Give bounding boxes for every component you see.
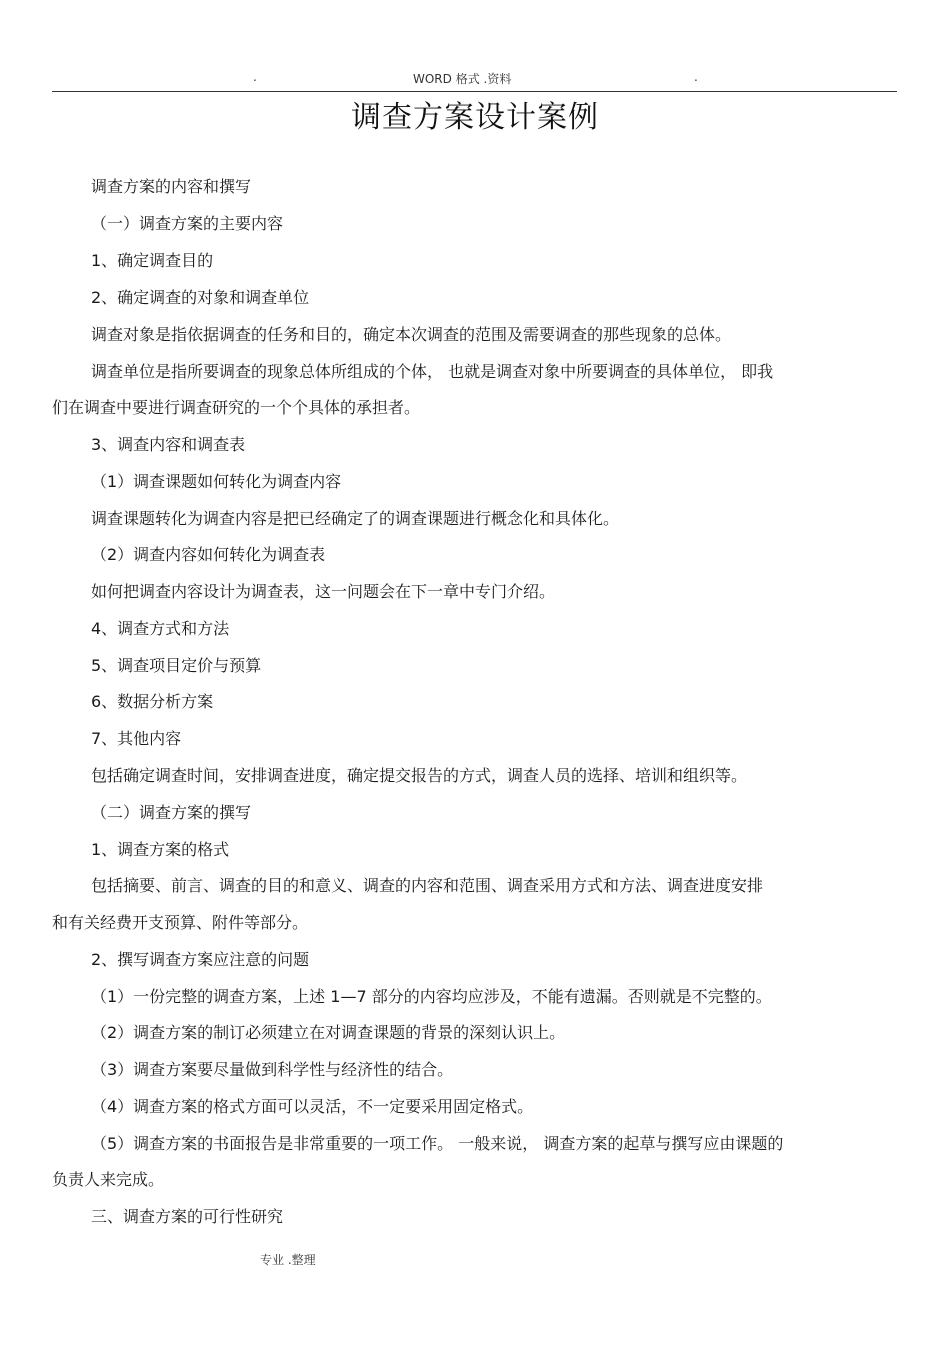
text-line: 三、调查方案的可行性研究 [91,1207,284,1226]
text-line: （二）调查方案的撰写 [91,803,252,822]
text-line: 2、确定调查的对象和调查单位 [91,288,310,307]
text-line: 调查课题转化为调查内容是把已经确定了的调查课题进行概念化和具体化。 [91,509,620,528]
page-footer: 专业 .整理 [260,1253,316,1267]
text-line: （1）一份完整的调查方案，上述 1—7 部分的内容均应涉及，不能有遗漏。否则就是不完整的。 [91,987,772,1006]
text-line: 3、调查内容和调查表 [91,435,246,454]
text-line: 们在调查中要进行调查研究的一个个具体的承担者。 [52,398,421,417]
text-line: 负责人来完成。 [52,1170,165,1189]
text-line: 调查方案的内容和撰写 [91,177,252,196]
text-line: （3）调查方案要尽量做到科学性与经济性的结合。 [91,1060,454,1079]
text-line: （2）调查内容如何转化为调查表 [91,545,326,564]
text-line: 如何把调查内容设计为调查表，这一问题会在下一章中专门介绍。 [91,582,556,601]
text-line: 7、其他内容 [91,729,182,748]
text-line: （5）调查方案的书面报告是非常重要的一项工作。 一般来说， 调查方案的起草与撰写应由课题的 [91,1134,784,1153]
text-line: 1、确定调查目的 [91,251,214,270]
text-line: 包括摘要、前言、调查的目的和意义、调查的内容和范围、调查采用方式和方法、调查进度安排 [91,876,764,895]
page-title: 调查方案设计案例 [351,100,599,135]
text-line: 调查单位是指所要调查的现象总体所组成的个体， 也就是调查对象中所要调查的具体单位， 即我 [91,362,774,381]
text-line: （2）调查方案的制订必须建立在对调查课题的背景的深刻认识上。 [91,1023,566,1042]
text-line: 调查对象是指依据调查的任务和目的，确定本次调查的范围及需要调查的那些现象的总体。 [91,325,732,344]
text-line: 5、调查项目定价与预算 [91,656,262,675]
text-line: 2、撰写调查方案应注意的问题 [91,950,310,969]
text-line: （1）调查课题如何转化为调查内容 [91,472,342,491]
header-right-mark: . [694,70,698,84]
text-line: 1、调查方案的格式 [91,840,230,859]
text-line: （4）调查方案的格式方面可以灵活，不一定要采用固定格式。 [91,1097,534,1116]
text-line: 4、调查方式和方法 [91,619,230,638]
header-left-mark: . [253,70,257,84]
header-text: WORD 格式 .资料 [413,72,512,86]
text-line: 和有关经费开支预算、附件等部分。 [52,913,309,932]
text-line: 包括确定调查时间，安排调查进度，确定提交报告的方式，调查人员的选择、培训和组织等。 [91,766,748,785]
text-line: 6、数据分析方案 [91,692,214,711]
text-line: （一）调查方案的主要内容 [91,214,284,233]
